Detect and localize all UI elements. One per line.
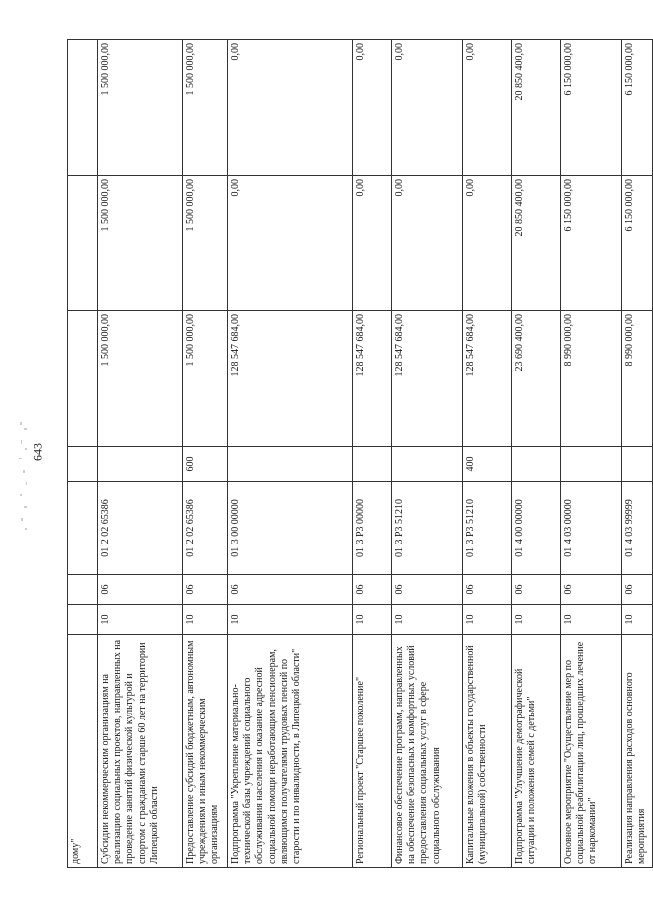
row-name-cell: Региональный проект "Старшее поколение" [353, 635, 392, 868]
section-cell: 10 [98, 605, 183, 635]
amount-year2-cell: 0,00 [228, 176, 353, 311]
amount-year1-cell: 23 690 400,00 [512, 311, 561, 447]
amount-year1-cell: 128 547 684,00 [228, 311, 353, 447]
row-name-cell: Финансовое обеспечение программ, направленных на обеспечение безопасных и комфортных условий предоставления социальных услуг в сфере социального обслуживания [392, 635, 463, 868]
expense-type-cell [228, 447, 353, 482]
target-article-cell: 01 3 P3 51210 [392, 482, 463, 575]
target-article-cell: 01 3 P3 00000 [353, 482, 392, 575]
amount-year2-cell: 6 150 000,00 [622, 176, 653, 311]
row-name-cell: Подпрограмма "Укрепление материально-технической базы учреждений социального обслуживания населения и оказание адресной социальной помощи неработающим пенсионерам, являющимся получателями трудовых пенсий по старости и по инвалидности, в Липецкой области" [228, 635, 353, 868]
amount-year1-cell: 128 547 684,00 [392, 311, 463, 447]
amount-year3-cell [68, 40, 98, 176]
section-cell: 10 [228, 605, 353, 635]
expense-type-cell [561, 447, 622, 482]
row-name-cell: Капитальные вложения в объекты государственной (муниципальной) собственности [463, 635, 512, 868]
amount-year3-cell: 0,00 [392, 40, 463, 176]
subsection-cell: 06 [98, 575, 183, 605]
rotated-budget-table-container [67, 40, 648, 868]
row-name-cell: Основное мероприятие "Осуществление мер по социальной реабилитации лиц, прошедших лечение от наркомании" [561, 635, 622, 868]
amount-year1-cell: 128 547 684,00 [463, 311, 512, 447]
amount-year3-cell: 0,00 [353, 40, 392, 176]
subsection-cell [68, 575, 98, 605]
amount-year3-cell: 1 500 000,00 [98, 40, 183, 176]
subsection-cell: 06 [183, 575, 228, 605]
expense-type-cell: 400 [463, 447, 512, 482]
section-cell: 10 [463, 605, 512, 635]
expense-type-cell [622, 447, 653, 482]
section-cell: 10 [622, 605, 653, 635]
subsection-cell: 06 [392, 575, 463, 605]
amount-year2-cell: 0,00 [392, 176, 463, 311]
table-row [183, 40, 228, 868]
section-cell: 10 [183, 605, 228, 635]
budget-table [67, 39, 653, 868]
amount-year1-cell: 1 500 000,00 [183, 311, 228, 447]
table-row [353, 40, 392, 868]
target-article-cell [68, 482, 98, 575]
target-article-cell: 01 3 P3 51210 [463, 482, 512, 575]
row-name-cell: Субсидии некоммерческим организациям на реализацию социальных проектов, направленных на проведение занятий физической культурой и спортом с гражданами старше 60 лет на территории Липецкой области [98, 635, 183, 868]
row-name-cell: Предоставление субсидий бюджетным, автономным учреждениям и иным некоммерческим организациям [183, 635, 228, 868]
section-cell: 10 [392, 605, 463, 635]
amount-year2-cell: 0,00 [463, 176, 512, 311]
expense-type-cell [353, 447, 392, 482]
expense-type-cell [98, 447, 183, 482]
table-row [98, 40, 183, 868]
amount-year1-cell: 8 990 000,00 [561, 311, 622, 447]
section-cell: 10 [512, 605, 561, 635]
expense-type-cell [392, 447, 463, 482]
subsection-cell: 06 [622, 575, 653, 605]
table-row [228, 40, 353, 868]
amount-year3-cell: 1 500 000,00 [183, 40, 228, 176]
amount-year1-cell: 8 990 000,00 [622, 311, 653, 447]
section-cell [68, 605, 98, 635]
row-name-cell: Реализация направления расходов основного мероприятия [622, 635, 653, 868]
table-row [392, 40, 463, 868]
table-row [68, 40, 98, 868]
subsection-cell: 06 [561, 575, 622, 605]
section-cell: 10 [561, 605, 622, 635]
target-article-cell: 01 4 03 00000 [561, 482, 622, 575]
amount-year3-cell: 0,00 [463, 40, 512, 176]
amount-year2-cell [68, 176, 98, 311]
target-article-cell: 01 3 00 00000 [228, 482, 353, 575]
amount-year3-cell: 6 150 000,00 [561, 40, 622, 176]
amount-year2-cell: 0,00 [353, 176, 392, 311]
target-article-cell: 01 4 03 99999 [622, 482, 653, 575]
amount-year1-cell: 128 547 684,00 [353, 311, 392, 447]
expense-type-cell [512, 447, 561, 482]
table-row [561, 40, 622, 868]
amount-year2-cell: 6 150 000,00 [561, 176, 622, 311]
expense-type-cell: 600 [183, 447, 228, 482]
amount-year2-cell: 1 500 000,00 [183, 176, 228, 311]
subsection-cell: 06 [353, 575, 392, 605]
subsection-cell: 06 [228, 575, 353, 605]
amount-year3-cell: 20 850 400,00 [512, 40, 561, 176]
target-article-cell: 01 2 02 65386 [183, 482, 228, 575]
amount-year2-cell: 1 500 000,00 [98, 176, 183, 311]
expense-type-cell [68, 447, 98, 482]
row-name-cell: Подпрограмма "Улучшение демографической ситуации и положения семей с детьми" [512, 635, 561, 868]
target-article-cell: 01 2 02 65386 [98, 482, 183, 575]
table-row [463, 40, 512, 868]
table-row [512, 40, 561, 868]
amount-year1-cell [68, 311, 98, 447]
subsection-cell: 06 [463, 575, 512, 605]
section-cell: 10 [353, 605, 392, 635]
amount-year1-cell: 1 500 000,00 [98, 311, 183, 447]
amount-year3-cell: 0,00 [228, 40, 353, 176]
amount-year3-cell: 6 150 000,00 [622, 40, 653, 176]
page-number: 643 [30, 443, 45, 461]
row-name-cell: дому" [68, 635, 98, 868]
subsection-cell: 06 [512, 575, 561, 605]
scan-artifact-icon [18, 418, 30, 536]
table-row [622, 40, 653, 868]
target-article-cell: 01 4 00 00000 [512, 482, 561, 575]
amount-year2-cell: 20 850 400,00 [512, 176, 561, 311]
